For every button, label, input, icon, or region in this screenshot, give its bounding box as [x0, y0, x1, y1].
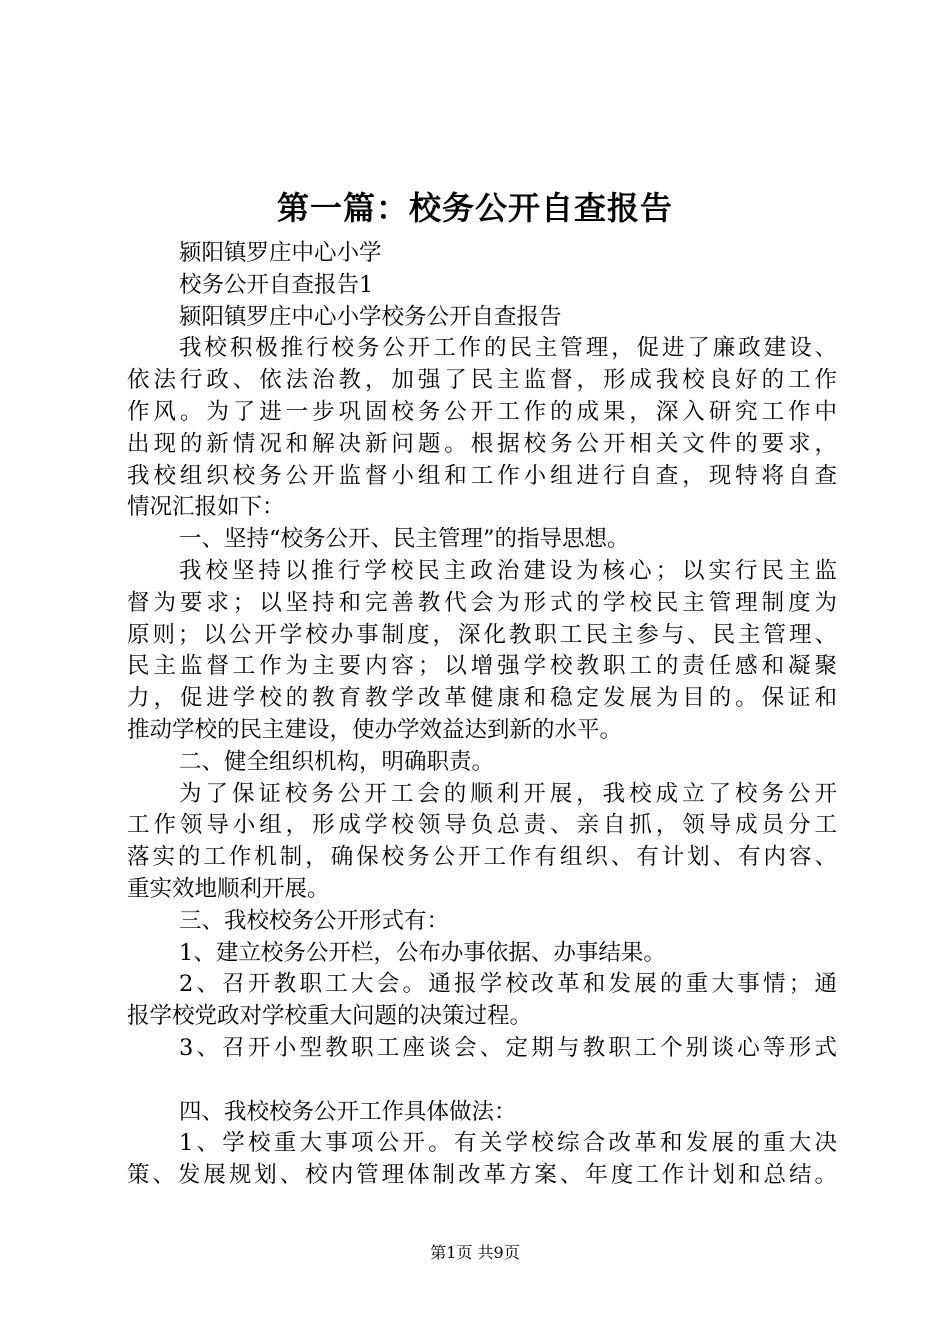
body-line: 重实效地顺利开展。 [127, 875, 330, 902]
body-line: 力，促进学校的教育教学改革健康和稳定发展为目的。保证和 [127, 685, 837, 712]
body-line: 推动学校的民主建设，使办学效益达到新的水平。 [127, 716, 623, 743]
body-line: 依法行政、依法治教，加强了民主监督，形成我校良好的工作 [127, 367, 837, 394]
body-line: 我校坚持以推行学校民主政治建设为核心；以实行民主监 [179, 557, 837, 584]
body-line: 2、召开教职工大会。通报学校改革和发展的重大事情；通 [179, 971, 837, 998]
body-line: 1、建立校务公开栏，公布办事依据、办事结果。 [179, 939, 666, 966]
body-line: 情况汇报如下： [127, 494, 285, 521]
body-line: 报学校党政对学校重大问题的决策过程。 [127, 1003, 533, 1030]
body-line: 颍阳镇罗庄中心小学 [179, 240, 382, 266]
body-line: 一、坚持“校务公开、民主管理”的指导思想。 [179, 526, 630, 553]
body-line: 督为要求；以坚持和完善教代会为形式的学校民主管理制度为 [127, 589, 837, 616]
body-line: 民主监督工作为主要内容；以增强学校教职工的责任感和凝聚 [127, 653, 837, 680]
body-line: 落实的工作机制，确保校务公开工作有组织、有计划、有内容、 [127, 844, 837, 871]
page-title: 第一篇：校务公开自查报告 [276, 189, 673, 227]
body-line: 出现的新情况和解决新问题。根据校务公开相关文件的要求， [127, 430, 837, 457]
page-footer: 第1页 共9页 [430, 1243, 520, 1262]
body-line: 二、健全组织机构，明确职责。 [179, 748, 495, 775]
body-line: 作风。为了进一步巩固校务公开工作的成果，深入研究工作中 [127, 398, 837, 425]
body-line: 为了保证校务公开工会的顺利开展，我校成立了校务公开 [179, 780, 837, 807]
body-line: 我校组织校务公开监督小组和工作小组进行自查，现特将自查 [127, 462, 837, 489]
blank-line [127, 1065, 837, 1097]
body-line: 我校积极推行校务公开工作的民主管理，促进了廉政建设、 [179, 335, 837, 362]
body-line: 原则；以公开学校办事制度，深化教职工民主参与、民主管理、 [127, 621, 837, 648]
body-line: 四、我校校务公开工作具体做法： [179, 1098, 517, 1125]
body-line: 策、发展规划、校内管理体制改革方案、年度工作计划和总结。 [127, 1162, 837, 1189]
body-line: 校务公开自查报告1 [179, 271, 374, 298]
body-line: 三、我校校务公开形式有： [179, 907, 450, 934]
body-line: 工作领导小组，形成学校领导负总责、亲自抓，领导成员分工 [127, 812, 837, 839]
body-line: 1、学校重大事项公开。有关学校综合改革和发展的重大决 [179, 1130, 837, 1157]
body-text [127, 238, 837, 1192]
body-line: 3、召开小型教职工座谈会、定期与教职工个别谈心等形式 [179, 1034, 837, 1061]
body-line: 颍阳镇罗庄中心小学校务公开自查报告 [179, 303, 562, 330]
